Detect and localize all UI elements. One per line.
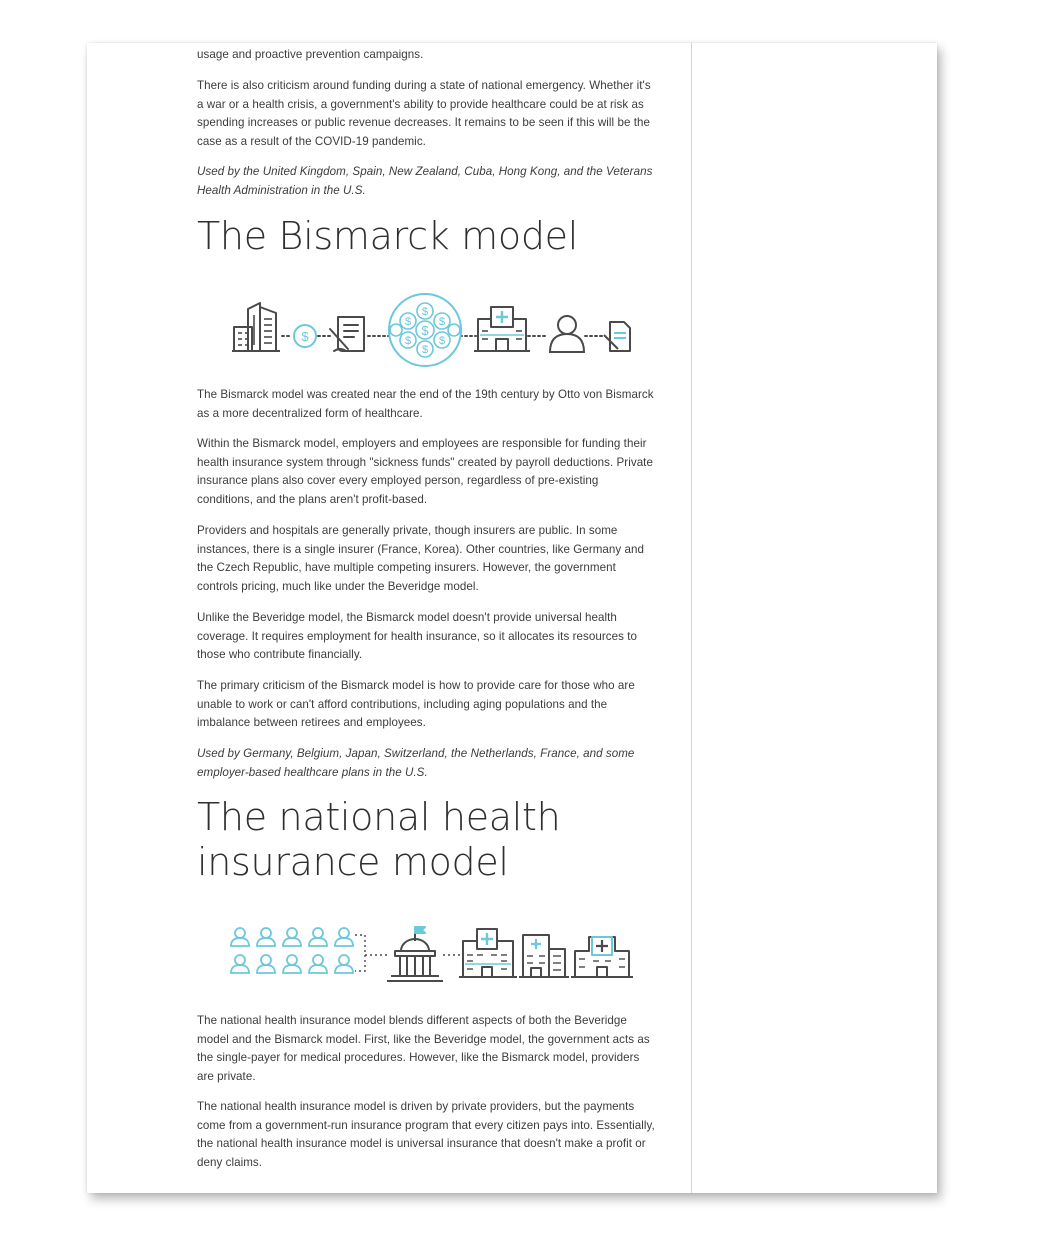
bismarck-paragraph-4: Unlike the Beveridge model, the Bismarck model doesn't provide universal health coverage. It requires employment for health insurance, so it allocates its resources to those who contribute financially. <box>197 611 637 661</box>
svg-text:$: $ <box>301 329 309 344</box>
hospital-icon <box>474 307 530 351</box>
bismarck-usage-note: Used by Germany, Belgium, Japan, Switzerland, the Netherlands, France, and some employer-based healthcare plans in the U.S. <box>197 747 635 779</box>
svg-text:$: $ <box>438 335 446 347</box>
bismarck-paragraph-2: Within the Bismarck model, employers and employees are responsible for funding their health insurance system through "sickness funds" created by payroll deductions. Private insurance plans also cover every employed person, regardless of pre-existing conditions, and the plans aren't profit-based. <box>197 437 653 506</box>
paragraph-funding-criticism: There is also criticism around funding during a state of national emergency. Whether it's a war or a health crisis, a government's ability to provide healthcare could be at risk as spending increases or public revenue decreases. It remains to be seen if this will be the case as a result of the COVID-19 pandemic. <box>197 79 651 148</box>
citizens-group-icon <box>231 928 353 973</box>
insurance-document-icon <box>604 322 630 351</box>
nhi-heading-line-2: insurance model <box>197 840 509 884</box>
paragraph-top-partial: usage and proactive prevention campaigns. <box>197 48 424 61</box>
svg-text:$: $ <box>404 316 412 328</box>
nhi-heading-line-1: The national health <box>197 795 561 839</box>
svg-text:$: $ <box>421 344 429 356</box>
bismarck-paragraph-5: The primary criticism of the Bismarck model is how to provide care for those who are unable to work or can't afford contributions, including aging populations and the imbalance between retirees and employees. <box>197 679 635 729</box>
bismarck-paragraph-1: The Bismarck model was created near the end of the 19th century by Otto von Bismarck as a more decentralized form of healthcare. <box>197 388 654 420</box>
nhi-flow-illustration <box>229 923 634 985</box>
svg-text:$: $ <box>421 323 429 338</box>
nhi-paragraph-1: The national health insurance model blends different aspects of both the Beveridge model and the Bismarck model. First, like the Beveridge model, the government acts as the single-payer for medical procedures. However, like the Bismarck model, providers are private. <box>197 1014 650 1083</box>
nhi-heading <box>197 795 560 885</box>
column-divider <box>691 43 692 1193</box>
person-icon <box>550 316 584 352</box>
sickness-fund-globe-icon <box>389 294 461 366</box>
bismarck-flow-illustration <box>230 289 630 369</box>
dollar-coin-icon <box>294 325 316 347</box>
contract-signing-icon <box>330 317 364 351</box>
office-buildings-icon <box>232 303 280 351</box>
beveridge-usage-note: Used by the United Kingdom, Spain, New Zealand, Cuba, Hong Kong, and the Veterans Health Administration in the U.S. <box>197 165 653 197</box>
bismarck-heading: The Bismarck model <box>197 214 578 258</box>
government-capitol-icon <box>387 927 443 981</box>
svg-text:$: $ <box>421 306 429 318</box>
hospital-icon <box>459 929 517 977</box>
svg-text:$: $ <box>438 316 446 328</box>
svg-text:$: $ <box>404 335 412 347</box>
nhi-paragraph-2: The national health insurance model is driven by private providers, but the payments come from a government-run insurance program that every citizen pays into. Essentially, the national health insurance model is universal insurance that doesn't make a profit or deny claims. <box>197 1100 655 1169</box>
clinic-icon <box>519 935 569 977</box>
hospital-icon <box>571 937 633 977</box>
document-page <box>87 43 937 1193</box>
bismarck-paragraph-3: Providers and hospitals are generally private, though insurers are public. In some instances, there is a single insurer (France, Korea). Other countries, like Germany and the Czech Republic, have multiple competing insurers. However, the government controls pricing, much like under the Beveridge model. <box>197 524 645 593</box>
